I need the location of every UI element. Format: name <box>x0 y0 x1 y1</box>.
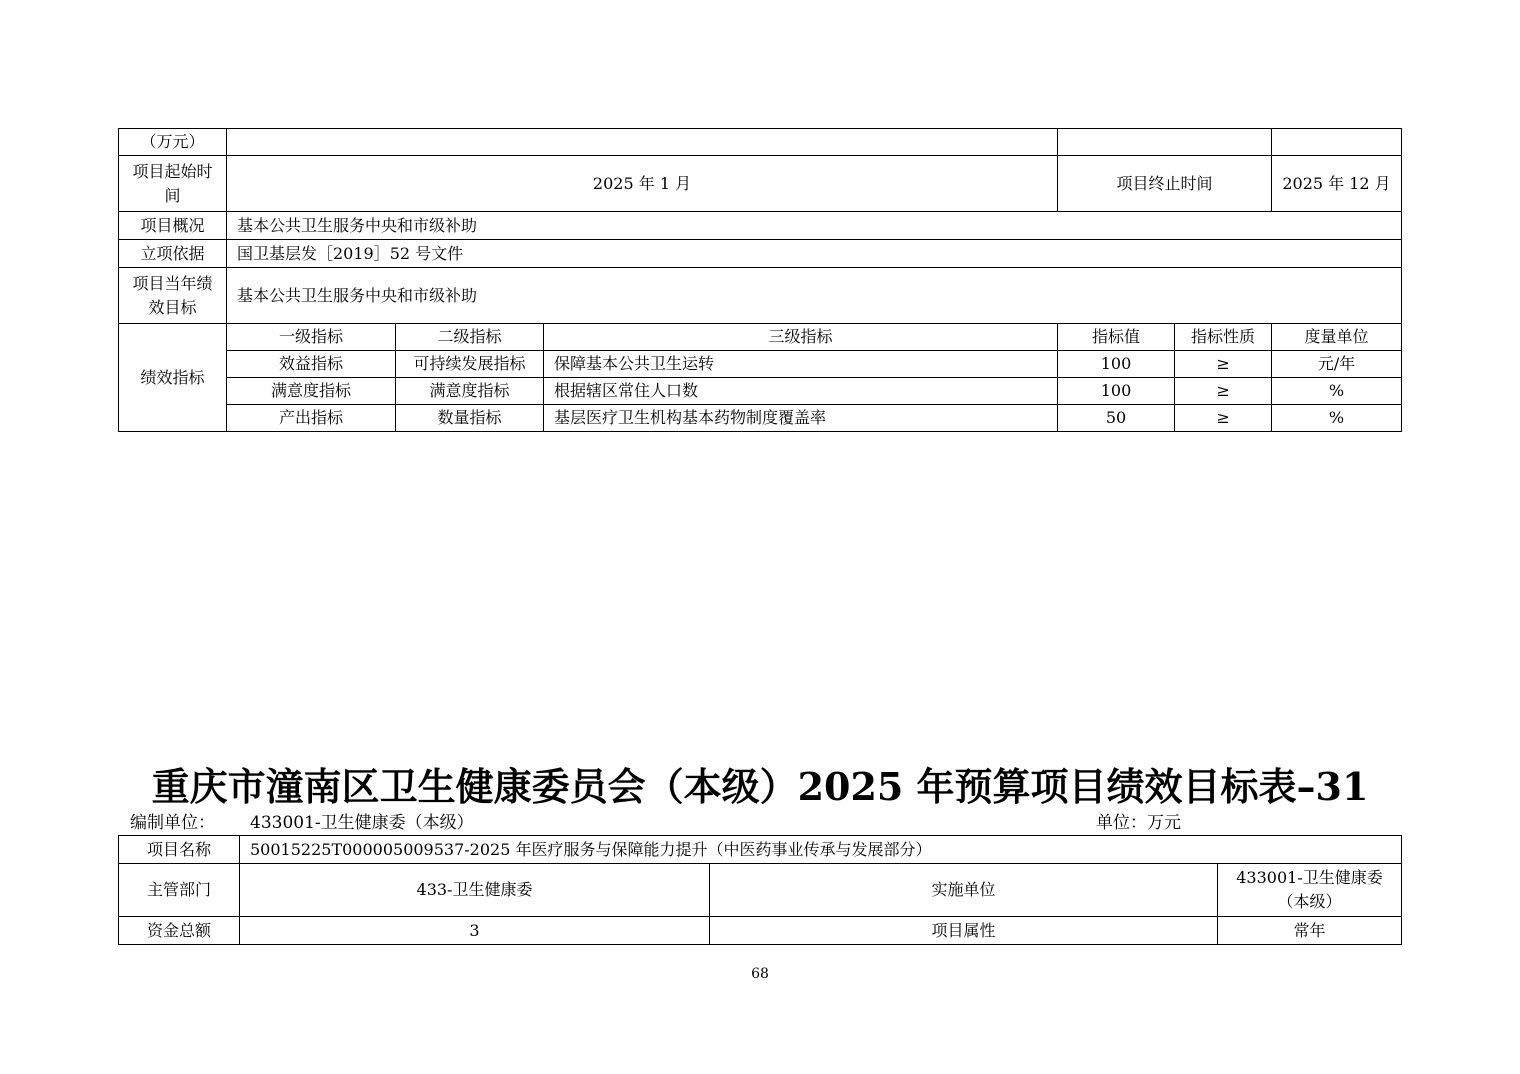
indicator-level3: 保障基本公共卫生运转 <box>544 351 1058 378</box>
indicator-level3: 基层医疗卫生机构基本药物制度覆盖率 <box>544 405 1058 432</box>
header-level2: 二级指标 <box>396 324 544 351</box>
performance-indicator-label: 绩效指标 <box>119 324 227 432</box>
org-label: 编制单位： <box>130 813 215 833</box>
page-number: 68 <box>751 966 769 982</box>
header-value: 指标值 <box>1058 324 1175 351</box>
indicator-unit: % <box>1272 378 1402 405</box>
annual-goal-value: 基本公共卫生服务中央和市级补助 <box>227 268 1402 324</box>
project-info-table <box>118 835 1402 945</box>
table-row <box>119 405 1402 432</box>
indicator-nature: ≥ <box>1175 378 1272 405</box>
header-level1: 一级指标 <box>227 324 396 351</box>
wanyuan-cell-2 <box>1058 129 1272 156</box>
org-value: 433001-卫生健康委（本级） <box>250 813 474 833</box>
table-row <box>119 378 1402 405</box>
implementing-unit-label: 实施单位 <box>710 864 1218 917</box>
project-name-label: 项目名称 <box>119 836 240 864</box>
indicator-level2: 可持续发展指标 <box>396 351 544 378</box>
header-level3: 三级指标 <box>544 324 1058 351</box>
table-row <box>119 351 1402 378</box>
unit-label: 单位：万元 <box>1096 813 1181 833</box>
indicator-nature: ≥ <box>1175 351 1272 378</box>
indicator-value: 50 <box>1058 405 1175 432</box>
basis-value: 国卫基层发［2019］52 号文件 <box>227 240 1402 268</box>
overview-label: 项目概况 <box>119 212 227 240</box>
project-performance-table-continued <box>118 128 1402 432</box>
indicator-level3: 根据辖区常住人口数 <box>544 378 1058 405</box>
start-time-label: 项目起始时间 <box>119 156 227 212</box>
indicator-level1: 满意度指标 <box>227 378 396 405</box>
indicator-unit: 元/年 <box>1272 351 1402 378</box>
total-fund-label: 资金总额 <box>119 917 240 945</box>
overview-value: 基本公共卫生服务中央和市级补助 <box>227 212 1402 240</box>
basis-label: 立项依据 <box>119 240 227 268</box>
annual-goal-label: 项目当年绩效目标 <box>119 268 227 324</box>
project-name-value: 50015225T000005009537-2025 年医疗服务与保障能力提升（中医药事业传承与发展部分） <box>240 836 1402 864</box>
indicator-unit: % <box>1272 405 1402 432</box>
total-fund-value: 3 <box>240 917 710 945</box>
wanyuan-cell-1 <box>227 129 1058 156</box>
project-attribute-value: 常年 <box>1218 917 1402 945</box>
wanyuan-cell-3 <box>1272 129 1402 156</box>
indicator-level1: 效益指标 <box>227 351 396 378</box>
project-attribute-label: 项目属性 <box>710 917 1218 945</box>
indicator-value: 100 <box>1058 351 1175 378</box>
indicator-level2: 数量指标 <box>396 405 544 432</box>
end-time-value: 2025 年 12 月 <box>1272 156 1402 212</box>
department-value: 433-卫生健康委 <box>240 864 710 917</box>
implementing-unit-value: 433001-卫生健康委（本级） <box>1218 864 1402 917</box>
indicator-level2: 满意度指标 <box>396 378 544 405</box>
start-time-value: 2025 年 1 月 <box>227 156 1058 212</box>
document-title: 重庆市潼南区卫生健康委员会（本级）2025 年预算项目绩效目标表–31 <box>151 764 1369 809</box>
indicator-nature: ≥ <box>1175 405 1272 432</box>
indicator-level1: 产出指标 <box>227 405 396 432</box>
department-label: 主管部门 <box>119 864 240 917</box>
indicator-value: 100 <box>1058 378 1175 405</box>
header-unit: 度量单位 <box>1272 324 1402 351</box>
wanyuan-label: （万元） <box>119 129 227 156</box>
header-nature: 指标性质 <box>1175 324 1272 351</box>
end-time-label: 项目终止时间 <box>1058 156 1272 212</box>
